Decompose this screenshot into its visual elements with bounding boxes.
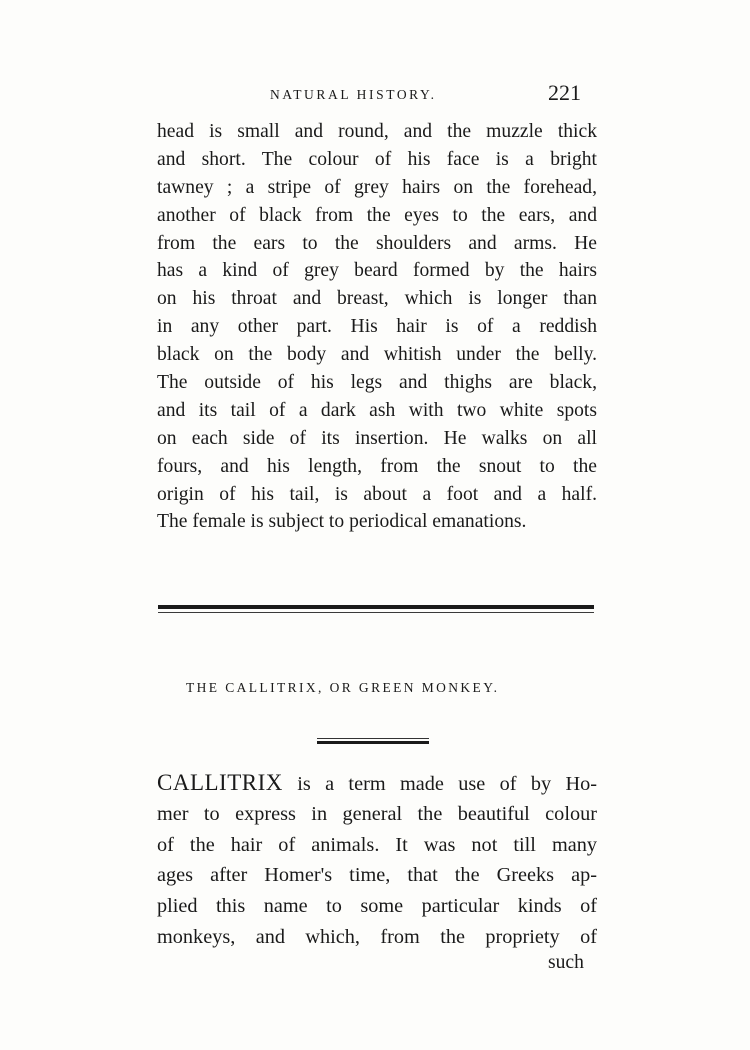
text-line: and its tail of a dark ash with two white spots xyxy=(157,399,597,421)
text-line: ages after Homer's time, that the Greeks ap- xyxy=(157,864,597,887)
text-line: from the ears to the shoulders and arms. He xyxy=(157,232,597,254)
text-line: on each side of its insertion. He walks on all xyxy=(157,427,597,449)
text-line: The outside of his legs and thighs are black, xyxy=(157,372,597,394)
catchword: such xyxy=(548,952,584,973)
section-divider-thick xyxy=(158,605,594,609)
text-line: in any other part. His hair is of a reddish xyxy=(157,316,597,338)
lead-word: CALLITRIX xyxy=(157,770,283,795)
section-paragraph xyxy=(157,768,597,953)
page-number: 221 xyxy=(548,80,581,105)
text-line-first xyxy=(157,768,597,799)
section-divider-thin xyxy=(158,612,594,613)
text-line: on his throat and breast, which is longer than xyxy=(157,288,597,310)
text-line: has a kind of grey beard formed by the hairs xyxy=(157,260,597,282)
running-head: NATURAL HISTORY. xyxy=(270,87,437,102)
text-line: fours, and his length, from the snout to the xyxy=(157,455,597,477)
text-line: of the hair of animals. It was not till many xyxy=(157,833,597,856)
paragraph-continued xyxy=(157,118,597,536)
ornament-rule-thick xyxy=(317,741,429,744)
text-line: plied this name to some particular kinds of xyxy=(157,895,597,918)
text-line: tawney ; a stripe of grey hairs on the forehead, xyxy=(157,176,597,198)
ornament-rule-thin xyxy=(317,738,429,739)
section-heading: THE CALLITRIX, OR GREEN MONKEY. xyxy=(186,680,500,695)
text-line: and short. The colour of his face is a bright xyxy=(157,148,597,170)
text-line: head is small and round, and the muzzle thick xyxy=(157,121,597,142)
text-line: origin of his tail, is about a foot and a half. xyxy=(157,483,597,505)
lead-line-rest: is a term made use of by Ho- xyxy=(282,773,597,795)
text-line: another of black from the eyes to the ears, and xyxy=(157,204,597,226)
text-line: black on the body and whitish under the belly. xyxy=(157,344,597,366)
text-line: mer to express in general the beautiful colour xyxy=(157,802,597,825)
text-line: monkeys, and which, from the propriety of xyxy=(157,925,597,948)
text-line: The female is subject to periodical emanations. xyxy=(157,511,527,533)
